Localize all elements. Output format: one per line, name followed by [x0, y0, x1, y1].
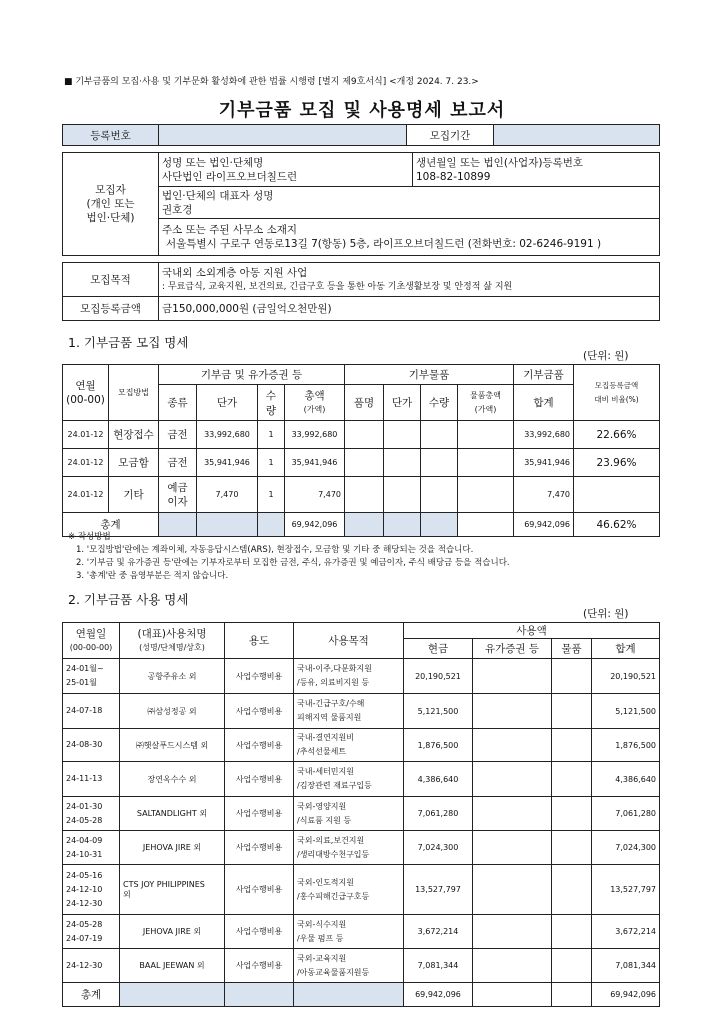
usage-row-cash: 13,527,797: [404, 865, 473, 915]
address-label: 주소 또는 주된 사무소 소재지: [162, 224, 298, 236]
usage-row-date: 24-11-13: [63, 762, 120, 797]
total-ratio: 46.62%: [574, 513, 660, 537]
purpose-table: [62, 262, 660, 321]
usage-row-goods: [552, 831, 592, 865]
row-goods-price: [384, 477, 421, 513]
usage-row-use: 사업수행비용: [225, 915, 294, 949]
row-total: 33,992,680: [285, 421, 345, 449]
col-total-header: [285, 385, 345, 421]
col-unit-price-header: 단가: [197, 385, 258, 421]
registered-amount-label: 모집등록금액: [63, 297, 159, 321]
table-row: [63, 421, 660, 449]
usage-row-goods: [552, 762, 592, 797]
row-goods-total: [458, 449, 514, 477]
col-ratio-label: 모집등록금액: [594, 380, 639, 390]
row-goods-total: [458, 477, 514, 513]
usage-row-sum: 20,190,521: [592, 659, 660, 694]
registered-amount-value: 금150,000,000원 (금일억오천만원): [159, 297, 660, 321]
usage-table: [62, 622, 660, 1007]
row-sum: 7,470: [514, 477, 574, 513]
usage-row-cash: 7,081,344: [404, 949, 473, 983]
usage-row-sum: 7,081,344: [592, 949, 660, 983]
table-row: [63, 477, 660, 513]
usage-row-purpose: 국외-식수지원 /우물 펌프 등: [294, 915, 404, 949]
usage-row-sum: 1,876,500: [592, 729, 660, 762]
col-goods-price-header: 단가: [384, 385, 421, 421]
row-unit-price: 35,941,946: [197, 449, 258, 477]
usage-row-use: 사업수행비용: [225, 762, 294, 797]
purpose-label: 모집목적: [63, 263, 159, 297]
col-goods-total-label: 물품총액: [470, 390, 501, 400]
row-ratio: 23.96%: [574, 449, 660, 477]
form-reference-note: ■ 기부금품의 모집·사용 및 기부문화 활성화에 관한 법률 시행령 [별지 제9호서식] <개정 2024. 7. 23.>: [64, 77, 479, 87]
usage-row-user: SALTANDLIGHT 외: [120, 797, 225, 831]
col2-date-label: 연월일: [75, 627, 107, 640]
col-ratio-header: [574, 365, 660, 421]
section1-title: 1. 기부금품 모집 명세: [68, 335, 189, 350]
collector-regno-value: 108-82-10899: [416, 170, 491, 183]
registration-number-value: [159, 125, 407, 146]
goods-group-header: 기부물품: [345, 365, 514, 385]
collector-table: [62, 152, 660, 256]
total-row: [63, 983, 660, 1007]
usage-row-purpose: 국외-교육지원 /아동교육물품지원등: [294, 949, 404, 983]
usage-row-goods: [552, 729, 592, 762]
usage-row-securities: [473, 694, 552, 729]
row-goods-qty: [421, 421, 458, 449]
row-goods-qty: [421, 477, 458, 513]
usage-row-goods: [552, 694, 592, 729]
col2-user-label: (대표)사용처명: [137, 627, 207, 640]
usage-row-securities: [473, 659, 552, 694]
col-item-header: 품명: [345, 385, 384, 421]
usage-total-shaded-cell: [225, 983, 294, 1007]
col-goods-total-sub: (가액): [474, 404, 497, 414]
usage-row-purpose: 국외-영양지원 /식료품 지원 등: [294, 797, 404, 831]
table-row: [63, 915, 660, 949]
table-row: [63, 797, 660, 831]
row-total: 35,941,946: [285, 449, 345, 477]
usage-row-sum: 4,386,640: [592, 762, 660, 797]
sum-group-header: 기부금품: [514, 365, 574, 385]
usage-row-purpose: 국외-의료,보건지원 /생리대방수천구입등: [294, 831, 404, 865]
col-goods-qty-header: 수량: [421, 385, 458, 421]
col-total-label: 총액: [304, 389, 325, 402]
row-kind: 예금 이자: [159, 477, 197, 513]
row-total: 7,470: [285, 477, 345, 513]
col2-sum-header: 합계: [592, 639, 660, 659]
table-row: [63, 865, 660, 915]
usage-row-goods: [552, 865, 592, 915]
row-qty: 1: [258, 477, 285, 513]
money-group-header: 기부금 및 유가증권 등: [159, 365, 345, 385]
row-method: 기타: [109, 477, 159, 513]
usage-row-securities: [473, 831, 552, 865]
address-cell: [159, 219, 660, 256]
usage-total-cash: 69,942,096: [404, 983, 473, 1007]
table-row: [63, 449, 660, 477]
col2-securities-header: 유가증권 등: [473, 639, 552, 659]
collection-period-value: [494, 125, 660, 146]
row-method: 모금함: [109, 449, 159, 477]
usage-row-date: 24-08-30: [63, 729, 120, 762]
collection-table: [62, 364, 660, 537]
usage-row-sum: 7,061,280: [592, 797, 660, 831]
col-method-header: 모집방법: [109, 365, 159, 421]
table-row: [63, 831, 660, 865]
row-goods-price: [384, 421, 421, 449]
col-goods-total-header: [458, 385, 514, 421]
usage-total-label: 총계: [63, 983, 120, 1007]
row-item: [345, 477, 384, 513]
row-sum: 33,992,680: [514, 421, 574, 449]
collector-label: [63, 153, 159, 256]
usage-row-use: 사업수행비용: [225, 831, 294, 865]
col-qty-header: 수량: [258, 385, 285, 421]
usage-row-purpose: 국내-이주,다문화지원 /등유, 의료비지원 등: [294, 659, 404, 694]
usage-row-securities: [473, 729, 552, 762]
col2-use-header: 용도: [225, 623, 294, 659]
usage-row-sum: 3,672,214: [592, 915, 660, 949]
section2-title: 2. 기부금품 사용 명세: [68, 592, 189, 607]
usage-row-date: 24-04-09 24-10-31: [63, 831, 120, 865]
usage-row-cash: 4,386,640: [404, 762, 473, 797]
col2-user-header: [120, 623, 225, 659]
usage-row-cash: 20,190,521: [404, 659, 473, 694]
usage-total-shaded-cell: [120, 983, 225, 1007]
col2-goods-header: 물품: [552, 639, 592, 659]
col-date-header: [63, 365, 109, 421]
section1-unit: (단위: 원): [583, 350, 629, 362]
usage-row-cash: 7,061,280: [404, 797, 473, 831]
row-unit-price: 7,470: [197, 477, 258, 513]
row-sum: 35,941,946: [514, 449, 574, 477]
col-total-sub: (가액): [303, 404, 326, 414]
collector-name-value: 사단법인 라이프오브더칠드런: [162, 170, 298, 183]
row-ratio: 22.66%: [574, 421, 660, 449]
collection-period-label: 모집기간: [407, 125, 494, 146]
usage-row-goods: [552, 949, 592, 983]
row-method: 현장접수: [109, 421, 159, 449]
collector-regno-label: 생년월일 또는 법인(사업자)등록번호: [416, 156, 584, 169]
row-goods-total: [458, 421, 514, 449]
row-qty: 1: [258, 449, 285, 477]
usage-row-date: 24-12-30: [63, 949, 120, 983]
usage-row-cash: 1,876,500: [404, 729, 473, 762]
col2-user-sub: (성명/단체명/상호): [139, 642, 205, 652]
row-kind: 금전: [159, 421, 197, 449]
usage-row-user: JEHOVA JIRE 외: [120, 831, 225, 865]
usage-row-securities: [473, 762, 552, 797]
col2-date-format: (00-00-00): [69, 642, 113, 652]
row-unit-price: 33,992,680: [197, 421, 258, 449]
usage-row-user: JEHOVA JIRE 외: [120, 915, 225, 949]
usage-row-securities: [473, 865, 552, 915]
usage-row-user: CTS JOY PHILIPPINES 외: [120, 865, 225, 915]
collector-name-label: 성명 또는 법인·단체명: [162, 156, 264, 169]
usage-row-use: 사업수행비용: [225, 729, 294, 762]
row-item: [345, 449, 384, 477]
total-sum: 69,942,096: [514, 513, 574, 537]
row-qty: 1: [258, 421, 285, 449]
collector-regno-cell: [413, 153, 660, 187]
table-row: [63, 949, 660, 983]
col-date-label: 연월: [75, 379, 96, 392]
row-date: 24.01-12: [63, 421, 109, 449]
purpose-cell: [159, 263, 660, 297]
usage-row-user: ㈜햇살푸드시스템 외: [120, 729, 225, 762]
usage-row-goods: [552, 797, 592, 831]
total-money: 69,942,096: [285, 513, 345, 537]
usage-row-use: 사업수행비용: [225, 797, 294, 831]
writing-instructions: [68, 531, 510, 583]
col-ratio-sub: 대비 비율(%): [594, 394, 639, 404]
representative-cell: [159, 187, 660, 219]
usage-row-date: 24-07-18: [63, 694, 120, 729]
usage-row-sum: 5,121,500: [592, 694, 660, 729]
note-item: 1. '모집방법'란에는 계좌이체, 자동응답시스템(ARS), 현장접수, 모금함 및 기타 중 해당되는 것을 적습니다.: [76, 545, 474, 555]
usage-row-use: 사업수행비용: [225, 694, 294, 729]
collector-label-line: 법인·단체): [86, 212, 135, 224]
col2-date-header: [63, 623, 120, 659]
representative-value: 권호경: [162, 203, 193, 216]
usage-total-shaded-cell: [294, 983, 404, 1007]
note-item: 3. '총계'란 중 음영부분은 적지 않습니다.: [76, 571, 229, 581]
usage-row-sum: 13,527,797: [592, 865, 660, 915]
usage-total-goods: [552, 983, 592, 1007]
table-row: [63, 729, 660, 762]
usage-row-purpose: 국내-세터민지원 /김장관련 재료구입등: [294, 762, 404, 797]
usage-total-sum: 69,942,096: [592, 983, 660, 1007]
row-goods-qty: [421, 449, 458, 477]
registration-table: [62, 124, 660, 146]
row-date: 24.01-12: [63, 477, 109, 513]
usage-row-goods: [552, 659, 592, 694]
total-label: 총계: [63, 513, 159, 537]
usage-row-purpose: 국내-긴급구호/수해 피해지역 물품지원: [294, 694, 404, 729]
usage-row-securities: [473, 949, 552, 983]
collector-label-line: (개인 또는: [86, 198, 135, 210]
col2-cash-header: 현금: [404, 639, 473, 659]
usage-row-securities: [473, 915, 552, 949]
usage-row-sum: 7,024,300: [592, 831, 660, 865]
usage-total-securities: [473, 983, 552, 1007]
collector-name-cell: [159, 153, 413, 187]
purpose-line1: 국내외 소외계층 아동 지원 사업: [162, 266, 308, 279]
col-kind-header: 종류: [159, 385, 197, 421]
note-item: 2. '기부금 및 유가증권 등'란에는 기부자로부터 모집한 금전, 주식, 유가증권 및 예금이자, 주식 배당금 등을 적습니다.: [76, 558, 510, 568]
row-ratio: [574, 477, 660, 513]
usage-row-use: 사업수행비용: [225, 865, 294, 915]
usage-row-user: 공항주유소 외: [120, 659, 225, 694]
representative-label: 법인·단체의 대표자 성명: [162, 189, 274, 202]
usage-row-date: 24-01월~ 25-01월: [63, 659, 120, 694]
collector-label-line: 모집자: [95, 184, 126, 196]
usage-row-date: 24-05-28 24-07-19: [63, 915, 120, 949]
page-title: 기부금품 모집 및 사용명세 보고서: [218, 100, 506, 121]
usage-row-goods: [552, 915, 592, 949]
usage-row-date: 24-01-30 24-05-28: [63, 797, 120, 831]
usage-row-purpose: 국외-인도적지원 /홍수피해긴급구호등: [294, 865, 404, 915]
section2-unit: (단위: 원): [583, 608, 629, 620]
notes-title: ※ 작성방법: [68, 532, 111, 542]
table-row: [63, 694, 660, 729]
address-value: 서울특별시 구로구 연동로13길 7(항동) 5층, 라이프오브더칠드런 (전화번호: 02-6246-9191 ): [166, 238, 602, 250]
usage-row-use: 사업수행비용: [225, 659, 294, 694]
col-sum-header: 합계: [514, 385, 574, 421]
usage-row-user: 장연옥수수 외: [120, 762, 225, 797]
usage-row-securities: [473, 797, 552, 831]
row-goods-price: [384, 449, 421, 477]
table-row: [63, 659, 660, 694]
amount-group-header: 사용액: [404, 623, 660, 639]
usage-row-cash: 3,672,214: [404, 915, 473, 949]
usage-row-user: ㈜삼성정공 외: [120, 694, 225, 729]
col2-purpose-header: 사용목적: [294, 623, 404, 659]
usage-row-purpose: 국내-결연지원비 /추석선물세트: [294, 729, 404, 762]
usage-row-cash: 7,024,300: [404, 831, 473, 865]
col-date-format: (00-00): [66, 393, 105, 406]
usage-row-date: 24-05-16 24-12-10 24-12-30: [63, 865, 120, 915]
row-item: [345, 421, 384, 449]
usage-row-user: BAAL JEEWAN 외: [120, 949, 225, 983]
usage-row-use: 사업수행비용: [225, 949, 294, 983]
row-date: 24.01-12: [63, 449, 109, 477]
usage-row-cash: 5,121,500: [404, 694, 473, 729]
registration-number-label: 등록번호: [63, 125, 159, 146]
purpose-line2: : 무료급식, 교육지원, 보건의료, 긴급구호 등을 통한 아동 기초생활보장 및 안정적 삶 지원: [162, 281, 513, 292]
row-kind: 금전: [159, 449, 197, 477]
table-row: [63, 762, 660, 797]
